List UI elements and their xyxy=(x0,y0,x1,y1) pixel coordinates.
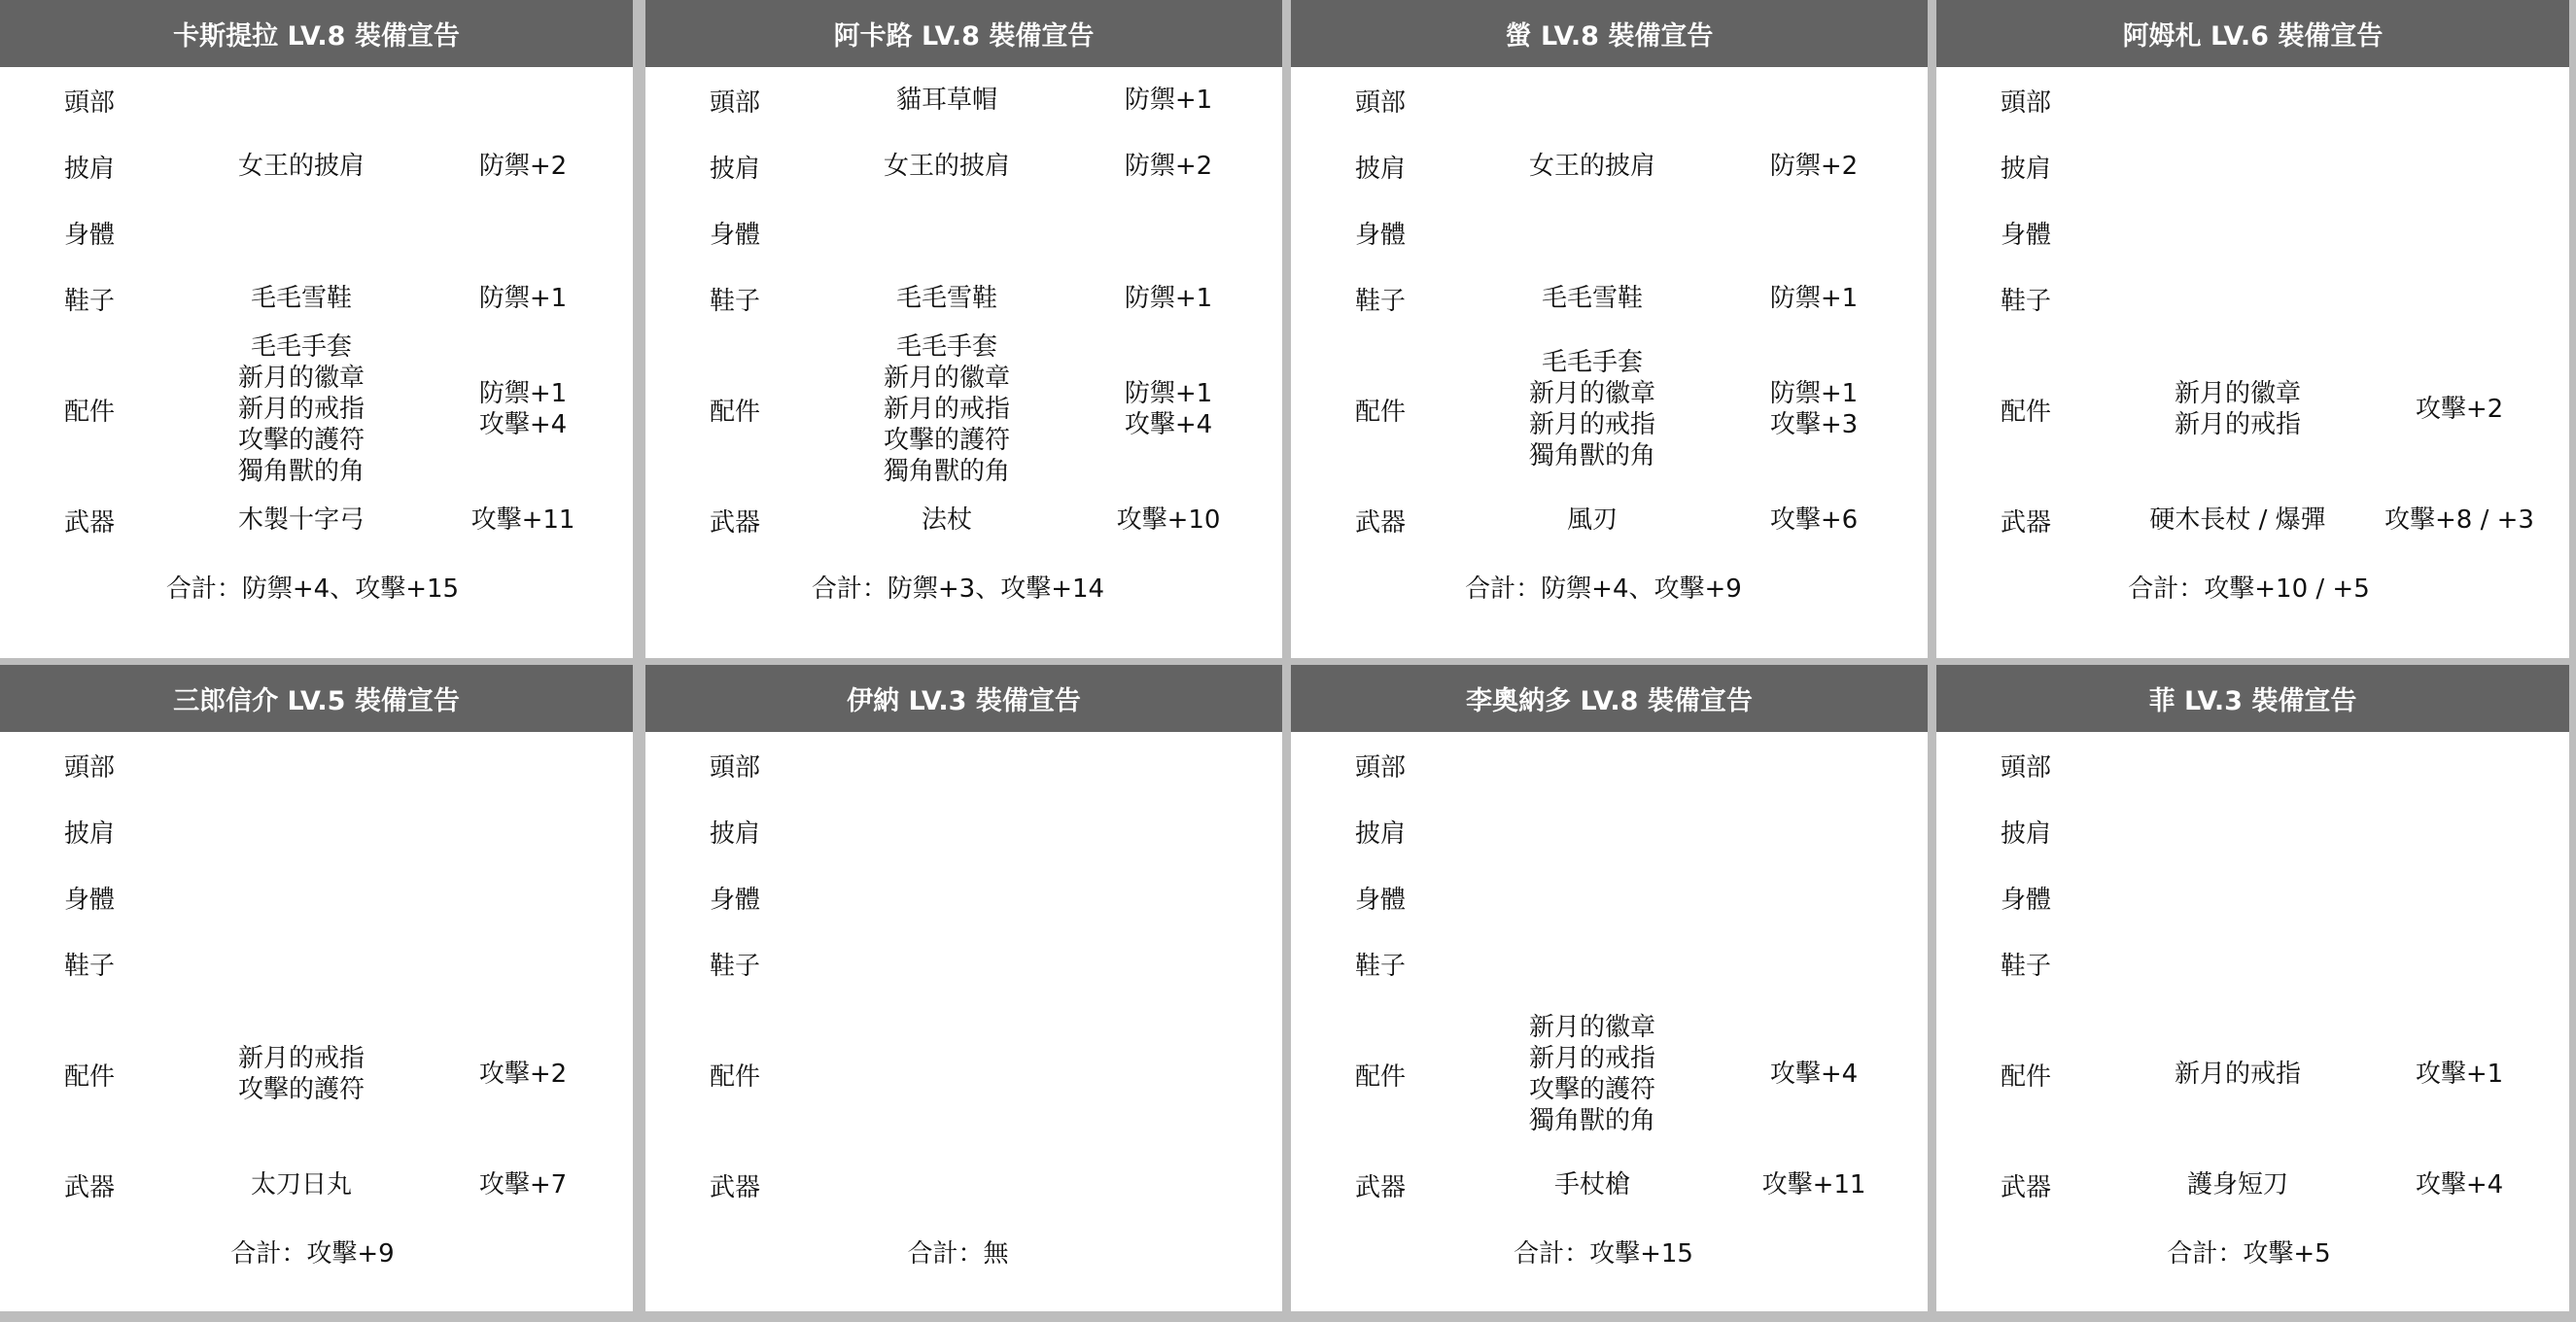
slot-label: 披肩 xyxy=(2001,818,2052,849)
character-panel xyxy=(645,665,1282,1311)
slot-label: 配件 xyxy=(1355,397,1407,427)
equipment-items xyxy=(2092,732,2384,798)
slot-label: 披肩 xyxy=(64,818,116,849)
equipment-row xyxy=(1291,1152,1928,1218)
stat-bonus xyxy=(1081,487,1256,553)
equipment-items xyxy=(156,331,447,487)
stat-bonus xyxy=(1726,265,1901,331)
slot-label: 鞋子 xyxy=(2001,951,2052,981)
character-panel xyxy=(1291,665,1928,1311)
stat-bonus xyxy=(435,798,610,864)
equipment-row xyxy=(645,996,1282,1152)
stat-bonus xyxy=(1726,199,1901,265)
equipment-items xyxy=(1446,996,1738,1152)
equipment-row xyxy=(645,265,1282,331)
stat-bonus xyxy=(1726,732,1901,798)
equipment-row xyxy=(1936,67,2569,133)
equipment-row xyxy=(645,133,1282,199)
equipment-item-name: 獨角獸的角 xyxy=(1528,441,1655,470)
stat-bonus xyxy=(435,732,610,798)
equipment-item-name: 毛毛雪鞋 xyxy=(250,284,352,313)
equipment-items xyxy=(156,930,447,996)
equipment-row xyxy=(1936,265,2569,331)
equipment-item-name: 太刀日丸 xyxy=(250,1170,352,1200)
panel-title: 阿姆札 LV.6 裝備宣告 xyxy=(1936,0,2569,67)
stat-bonus xyxy=(2372,487,2547,553)
equipment-items xyxy=(1446,1152,1738,1218)
stat-bonus xyxy=(1726,930,1901,996)
equipment-row xyxy=(0,864,633,930)
equipment-items xyxy=(1446,487,1738,553)
equipment-items xyxy=(801,199,1093,265)
equipment-item-name: 新月的徽章 xyxy=(1528,1013,1655,1042)
equipment-item-name: 攻擊的護符 xyxy=(883,426,1010,455)
equipment-row xyxy=(1291,199,1928,265)
slot-label: 鞋子 xyxy=(1355,951,1407,981)
slot-label: 武器 xyxy=(2001,1172,2052,1202)
equipment-item-name: 女王的披肩 xyxy=(883,152,1010,181)
equipment-row xyxy=(1936,864,2569,930)
equipment-items xyxy=(2092,996,2384,1152)
equipment-items xyxy=(156,1152,447,1218)
character-panel xyxy=(0,0,633,658)
equipment-row xyxy=(1291,864,1928,930)
total-summary: 合計：防禦+4、攻擊+9 xyxy=(1465,574,1742,604)
equipment-items xyxy=(156,732,447,798)
slot-label: 身體 xyxy=(1355,220,1407,250)
stat-bonus xyxy=(1081,798,1256,864)
slot-label: 武器 xyxy=(710,1172,761,1202)
equipment-items xyxy=(801,732,1093,798)
equipment-row xyxy=(0,487,633,553)
stat-bonus xyxy=(2372,864,2547,930)
equipment-item-name: 法杖 xyxy=(921,505,972,535)
equipment-items xyxy=(2092,930,2384,996)
equipment-items xyxy=(801,331,1093,487)
stat-bonus xyxy=(2372,331,2547,487)
equipment-items xyxy=(1446,930,1738,996)
slot-label: 配件 xyxy=(64,397,116,427)
stat-bonus-value: 防禦+1 xyxy=(478,284,568,313)
panel-title: 三郎信介 LV.5 裝備宣告 xyxy=(0,665,633,732)
stat-bonus-value: 攻擊+8 / +3 xyxy=(2385,505,2534,535)
equipment-row xyxy=(1291,67,1928,133)
equipment-item-name: 攻擊的護符 xyxy=(237,1075,365,1104)
stat-bonus xyxy=(2372,996,2547,1152)
equipment-row xyxy=(1936,996,2569,1152)
equipment-item-name: 獨角獸的角 xyxy=(237,457,365,486)
equipment-item-name: 女王的披肩 xyxy=(1528,152,1655,181)
slot-label: 披肩 xyxy=(710,154,761,184)
character-panel xyxy=(645,0,1282,658)
equipment-table xyxy=(1291,67,1928,658)
equipment-row xyxy=(0,133,633,199)
total-summary: 合計：無 xyxy=(907,1238,1009,1269)
equipment-row xyxy=(1936,487,2569,553)
stat-bonus xyxy=(435,864,610,930)
equipment-item-name: 毛毛雪鞋 xyxy=(895,284,997,313)
equipment-items xyxy=(2092,199,2384,265)
equipment-item-name: 新月的徽章 xyxy=(237,364,365,393)
equipment-items xyxy=(2092,331,2384,487)
equipment-row xyxy=(1291,265,1928,331)
stat-bonus xyxy=(1081,996,1256,1152)
slot-label: 身體 xyxy=(710,885,761,915)
slot-label: 配件 xyxy=(710,1061,761,1092)
stat-bonus-value: 攻擊+4 xyxy=(1124,410,1213,439)
equipment-row xyxy=(1291,996,1928,1152)
slot-label: 頭部 xyxy=(1355,752,1407,783)
stat-bonus xyxy=(1081,864,1256,930)
slot-label: 頭部 xyxy=(2001,87,2052,118)
equipment-table xyxy=(1936,67,2569,658)
equipment-items xyxy=(156,487,447,553)
slot-label: 配件 xyxy=(1355,1061,1407,1092)
stat-bonus xyxy=(1726,798,1901,864)
stat-bonus xyxy=(1726,331,1901,487)
stat-bonus-value: 攻擊+2 xyxy=(2415,395,2504,424)
stat-bonus-value: 攻擊+11 xyxy=(470,505,575,535)
slot-label: 鞋子 xyxy=(710,951,761,981)
equipment-item-name: 手杖槍 xyxy=(1553,1170,1630,1200)
equipment-items xyxy=(801,133,1093,199)
equipment-row xyxy=(0,798,633,864)
stat-bonus-value: 攻擊+4 xyxy=(478,410,568,439)
equipment-items xyxy=(801,930,1093,996)
stat-bonus xyxy=(1081,265,1256,331)
equipment-items xyxy=(1446,133,1738,199)
slot-label: 鞋子 xyxy=(710,286,761,316)
equipment-items xyxy=(1446,67,1738,133)
equipment-item-name: 新月的徽章 xyxy=(2174,379,2301,408)
stat-bonus xyxy=(1726,864,1901,930)
slot-label: 身體 xyxy=(1355,885,1407,915)
equipment-item-name: 木製十字弓 xyxy=(237,505,365,535)
stat-bonus xyxy=(2372,199,2547,265)
equipment-items xyxy=(156,996,447,1152)
equipment-items xyxy=(1446,265,1738,331)
stat-bonus-value: 防禦+1 xyxy=(1769,379,1859,408)
panel-title: 螢 LV.8 裝備宣告 xyxy=(1291,0,1928,67)
stat-bonus xyxy=(2372,133,2547,199)
equipment-items xyxy=(1446,331,1738,487)
equipment-item-name: 新月的戒指 xyxy=(237,1044,365,1073)
slot-label: 披肩 xyxy=(64,154,116,184)
stat-bonus xyxy=(435,996,610,1152)
equipment-items xyxy=(801,265,1093,331)
stat-bonus xyxy=(2372,67,2547,133)
equipment-items xyxy=(801,487,1093,553)
equipment-items xyxy=(801,864,1093,930)
stat-bonus xyxy=(1081,930,1256,996)
stat-bonus-value: 攻擊+4 xyxy=(2415,1170,2504,1200)
slot-label: 武器 xyxy=(64,507,116,538)
slot-label: 頭部 xyxy=(2001,752,2052,783)
equipment-item-name: 新月的戒指 xyxy=(2174,1060,2301,1089)
slot-label: 配件 xyxy=(2001,1061,2052,1092)
equipment-item-name: 新月的徽章 xyxy=(1528,379,1655,408)
equipment-items xyxy=(801,67,1093,133)
equipment-row xyxy=(1936,798,2569,864)
stat-bonus xyxy=(1726,996,1901,1152)
character-panel xyxy=(1291,0,1928,658)
slot-label: 頭部 xyxy=(64,87,116,118)
slot-label: 頭部 xyxy=(710,87,761,118)
stat-bonus xyxy=(1081,199,1256,265)
equipment-item-name: 風刃 xyxy=(1566,505,1618,535)
equipment-row xyxy=(645,67,1282,133)
slot-label: 鞋子 xyxy=(1355,286,1407,316)
stat-bonus xyxy=(1726,487,1901,553)
equipment-item-name: 毛毛手套 xyxy=(250,332,352,362)
stat-bonus xyxy=(435,133,610,199)
equipment-items xyxy=(156,798,447,864)
equipment-table xyxy=(645,67,1282,658)
equipment-row xyxy=(1936,1152,2569,1218)
stat-bonus-value: 防禦+2 xyxy=(1124,152,1213,181)
equipment-item-name: 硬木長杖 / 爆彈 xyxy=(2149,505,2326,535)
total-summary: 合計：防禦+4、攻擊+15 xyxy=(165,574,460,604)
equipment-table xyxy=(645,732,1282,1311)
stat-bonus xyxy=(1726,1152,1901,1218)
equipment-item-name: 新月的戒指 xyxy=(1528,410,1655,439)
slot-label: 身體 xyxy=(64,220,116,250)
equipment-row xyxy=(645,930,1282,996)
stat-bonus xyxy=(435,265,610,331)
total-summary: 合計：攻擊+9 xyxy=(230,1238,395,1269)
slot-label: 身體 xyxy=(64,885,116,915)
equipment-row xyxy=(645,199,1282,265)
stat-bonus xyxy=(1081,133,1256,199)
equipment-row xyxy=(1936,930,2569,996)
stat-bonus-value: 攻擊+10 xyxy=(1116,505,1221,535)
slot-label: 武器 xyxy=(1355,507,1407,538)
equipment-item-name: 貓耳草帽 xyxy=(895,86,997,115)
equipment-item-name: 攻擊的護符 xyxy=(1528,1075,1655,1104)
equipment-row xyxy=(0,930,633,996)
stat-bonus xyxy=(435,1152,610,1218)
slot-label: 武器 xyxy=(64,1172,116,1202)
stat-bonus xyxy=(2372,1152,2547,1218)
equipment-items xyxy=(156,67,447,133)
equipment-items xyxy=(2092,265,2384,331)
stat-bonus-value: 防禦+2 xyxy=(1769,152,1859,181)
equipment-row xyxy=(1291,930,1928,996)
total-summary: 合計：攻擊+15 xyxy=(1514,1238,1693,1269)
equipment-items xyxy=(2092,133,2384,199)
equipment-item-name: 新月的徽章 xyxy=(883,364,1010,393)
slot-label: 披肩 xyxy=(1355,154,1407,184)
equipment-row xyxy=(0,732,633,798)
equipment-table xyxy=(0,732,633,1311)
stat-bonus-value: 防禦+1 xyxy=(1769,284,1859,313)
character-panel xyxy=(1936,0,2569,658)
stat-bonus xyxy=(435,199,610,265)
equipment-table xyxy=(1936,732,2569,1311)
slot-label: 配件 xyxy=(710,397,761,427)
stat-bonus xyxy=(1726,67,1901,133)
equipment-item-name: 新月的戒指 xyxy=(237,395,365,424)
equipment-items xyxy=(1446,864,1738,930)
total-summary: 合計：防禦+3、攻擊+14 xyxy=(811,574,1105,604)
equipment-row xyxy=(645,487,1282,553)
equipment-items xyxy=(156,265,447,331)
stat-bonus-value: 防禦+2 xyxy=(478,152,568,181)
stat-bonus xyxy=(2372,798,2547,864)
stat-bonus-value: 攻擊+6 xyxy=(1769,505,1859,535)
equipment-row xyxy=(0,996,633,1152)
slot-label: 鞋子 xyxy=(64,286,116,316)
equipment-row xyxy=(1936,732,2569,798)
equipment-items xyxy=(1446,798,1738,864)
slot-label: 披肩 xyxy=(710,818,761,849)
total-summary: 合計：攻擊+5 xyxy=(2167,1238,2331,1269)
equipment-row xyxy=(1936,133,2569,199)
equipment-item-name: 毛毛雪鞋 xyxy=(1541,284,1643,313)
stat-bonus-value: 防禦+1 xyxy=(1124,284,1213,313)
equipment-table xyxy=(0,67,633,658)
equipment-row xyxy=(0,1152,633,1218)
equipment-table xyxy=(1291,732,1928,1311)
equipment-items xyxy=(1446,199,1738,265)
equipment-row xyxy=(1936,199,2569,265)
stat-bonus xyxy=(435,331,610,487)
stat-bonus-value: 攻擊+2 xyxy=(478,1060,568,1089)
equipment-row xyxy=(645,864,1282,930)
stat-bonus-value: 防禦+1 xyxy=(1124,379,1213,408)
equipment-item-name: 獨角獸的角 xyxy=(883,457,1010,486)
equipment-items xyxy=(2092,487,2384,553)
slot-label: 披肩 xyxy=(2001,154,2052,184)
stat-bonus-value: 防禦+1 xyxy=(478,379,568,408)
slot-label: 身體 xyxy=(2001,885,2052,915)
equipment-row xyxy=(0,265,633,331)
equipment-item-name: 毛毛手套 xyxy=(1541,348,1643,377)
equipment-row xyxy=(0,67,633,133)
equipment-row xyxy=(645,798,1282,864)
equipment-items xyxy=(156,864,447,930)
equipment-row xyxy=(645,732,1282,798)
stat-bonus xyxy=(2372,930,2547,996)
equipment-item-name: 新月的戒指 xyxy=(2174,410,2301,439)
equipment-row xyxy=(1291,331,1928,487)
equipment-row xyxy=(1291,487,1928,553)
slot-label: 頭部 xyxy=(1355,87,1407,118)
stat-bonus xyxy=(435,487,610,553)
slot-label: 披肩 xyxy=(1355,818,1407,849)
stat-bonus-value: 攻擊+4 xyxy=(1769,1060,1859,1089)
equipment-item-name: 護身短刀 xyxy=(2186,1170,2288,1200)
stat-bonus xyxy=(1081,1152,1256,1218)
equipment-row xyxy=(0,331,633,487)
slot-label: 身體 xyxy=(2001,220,2052,250)
stat-bonus-value: 攻擊+3 xyxy=(1769,410,1859,439)
total-summary: 合計：攻擊+10 / +5 xyxy=(2128,574,2370,604)
stat-bonus-value: 防禦+1 xyxy=(1124,86,1213,115)
equipment-row xyxy=(1291,798,1928,864)
equipment-row xyxy=(1936,331,2569,487)
stat-bonus xyxy=(435,67,610,133)
equipment-row xyxy=(1291,732,1928,798)
slot-label: 鞋子 xyxy=(64,951,116,981)
slot-label: 武器 xyxy=(1355,1172,1407,1202)
equipment-items xyxy=(801,996,1093,1152)
equipment-row xyxy=(645,331,1282,487)
equipment-item-name: 獨角獸的角 xyxy=(1528,1106,1655,1135)
stat-bonus-value: 攻擊+1 xyxy=(2415,1060,2504,1089)
stat-bonus xyxy=(1081,331,1256,487)
stat-bonus xyxy=(2372,265,2547,331)
equipment-items xyxy=(2092,67,2384,133)
character-panel xyxy=(1936,665,2569,1311)
panel-title: 卡斯提拉 LV.8 裝備宣告 xyxy=(0,0,633,67)
equipment-item-name: 女王的披肩 xyxy=(237,152,365,181)
equipment-item-name: 新月的戒指 xyxy=(1528,1044,1655,1073)
equipment-items xyxy=(801,1152,1093,1218)
equipment-items xyxy=(801,798,1093,864)
equipment-item-name: 新月的戒指 xyxy=(883,395,1010,424)
equipment-items xyxy=(2092,864,2384,930)
slot-label: 頭部 xyxy=(710,752,761,783)
slot-label: 武器 xyxy=(2001,507,2052,538)
equipment-items xyxy=(156,133,447,199)
equipment-item-name: 攻擊的護符 xyxy=(237,426,365,455)
panel-title: 李奧納多 LV.8 裝備宣告 xyxy=(1291,665,1928,732)
stat-bonus xyxy=(1726,133,1901,199)
stat-bonus xyxy=(1081,67,1256,133)
slot-label: 配件 xyxy=(2001,397,2052,427)
equipment-item-name: 毛毛手套 xyxy=(895,332,997,362)
equipment-row xyxy=(1291,133,1928,199)
equipment-row xyxy=(0,199,633,265)
slot-label: 頭部 xyxy=(64,752,116,783)
panel-title: 阿卡路 LV.8 裝備宣告 xyxy=(645,0,1282,67)
slot-label: 配件 xyxy=(64,1061,116,1092)
stat-bonus xyxy=(2372,732,2547,798)
slot-label: 武器 xyxy=(710,507,761,538)
equipment-row xyxy=(645,1152,1282,1218)
equipment-items xyxy=(2092,1152,2384,1218)
stat-bonus xyxy=(435,930,610,996)
slot-label: 身體 xyxy=(710,220,761,250)
character-panel xyxy=(0,665,633,1311)
equipment-items xyxy=(2092,798,2384,864)
stat-bonus xyxy=(1081,732,1256,798)
slot-label: 鞋子 xyxy=(2001,286,2052,316)
equipment-items xyxy=(1446,732,1738,798)
panel-title: 伊納 LV.3 裝備宣告 xyxy=(645,665,1282,732)
equipment-items xyxy=(156,199,447,265)
stat-bonus-value: 攻擊+7 xyxy=(478,1170,568,1200)
stat-bonus-value: 攻擊+11 xyxy=(1761,1170,1866,1200)
panel-title: 菲 LV.3 裝備宣告 xyxy=(1936,665,2569,732)
